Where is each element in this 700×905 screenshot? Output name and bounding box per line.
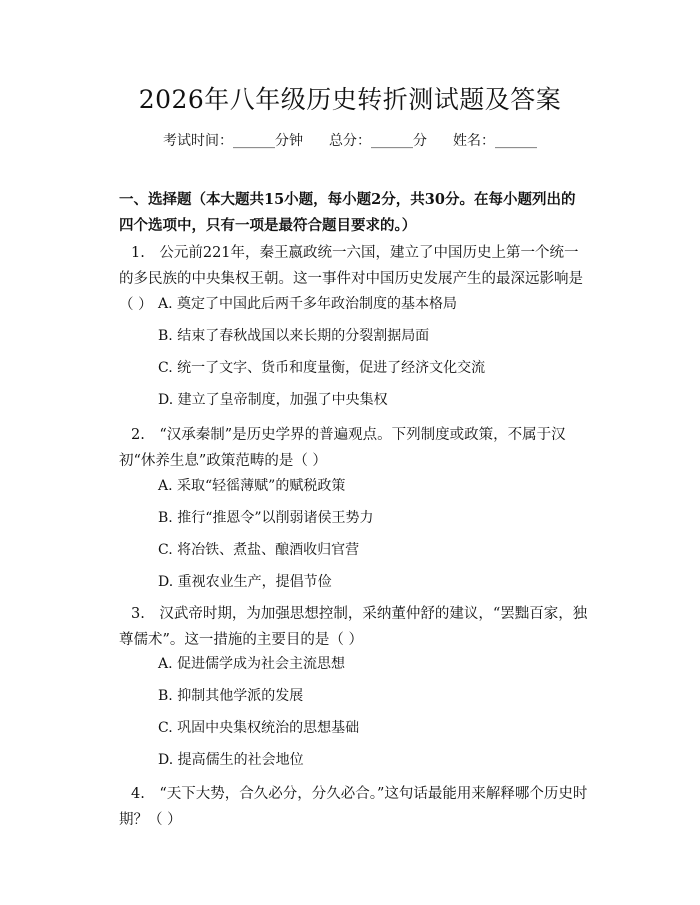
question-number: 2.	[131, 427, 145, 443]
question-text: “天下大势，合久必分，分久必合。”这句话最能用来解释哪个历史时期？（ ）	[119, 786, 588, 828]
question-number: 3.	[131, 606, 145, 622]
question-number: 1.	[131, 245, 145, 261]
option-d: D. 建立了皇帝制度，加强了中央集权	[158, 392, 388, 408]
question-text: “汉承秦制”是历史学界的普遍观点。下列制度或政策，不属于汉初“休养生息”政策范畴的是（ ）	[119, 427, 566, 469]
question-3	[119, 601, 589, 653]
option-a: A. 奠定了中国此后两千多年政治制度的基本格局	[158, 296, 458, 312]
option-a: A. 采取“轻徭薄赋”的赋税政策	[158, 478, 346, 494]
exam-time-field: 考试时间：______分钟	[163, 133, 303, 149]
option-b: B. 抑制其他学派的发展	[158, 688, 304, 704]
question-text: 汉武帝时期，为加强思想控制，采纳董仲舒的建议，“罢黜百家，独尊儒术”。这一措施的主要目的是（ ）	[119, 606, 588, 648]
question-text: 公元前221年，秦王嬴政统一六国，建立了中国历史上第一个统一的多民族的中央集权王朝。这一事件对中国历史发展产生的最深远影响是（ ）	[119, 245, 583, 313]
student-name-field: 姓名：______	[453, 133, 537, 149]
option-c: C. 将冶铁、煮盐、酿酒收归官营	[158, 542, 360, 558]
option-c: C. 巩固中央集权统治的思想基础	[158, 720, 360, 736]
option-d: D. 重视农业生产，提倡节俭	[158, 574, 332, 590]
option-b: B. 推行“推恩令”以削弱诸侯王势力	[158, 510, 374, 526]
page-title: 2026年八年级历史转折测试题及答案	[138, 85, 562, 114]
option-b: B. 结束了春秋战国以来长期的分裂割据局面	[158, 328, 430, 344]
exam-meta	[0, 131, 700, 151]
option-c: C. 统一了文字、货币和度量衡，促进了经济文化交流	[158, 360, 486, 376]
option-a: A. 促进儒学成为社会主流思想	[158, 656, 346, 672]
question-4	[119, 781, 589, 833]
section-heading: 一、选择题（本大题共15小题，每小题2分，共30分。在每小题列出的四个选项中，只有一项是最符合题目要求的。）	[119, 191, 576, 234]
option-d: D. 提高儒生的社会地位	[158, 752, 304, 768]
total-score-field: 总分：______分	[329, 133, 427, 149]
question-number: 4.	[131, 786, 145, 802]
question-2	[119, 422, 589, 474]
